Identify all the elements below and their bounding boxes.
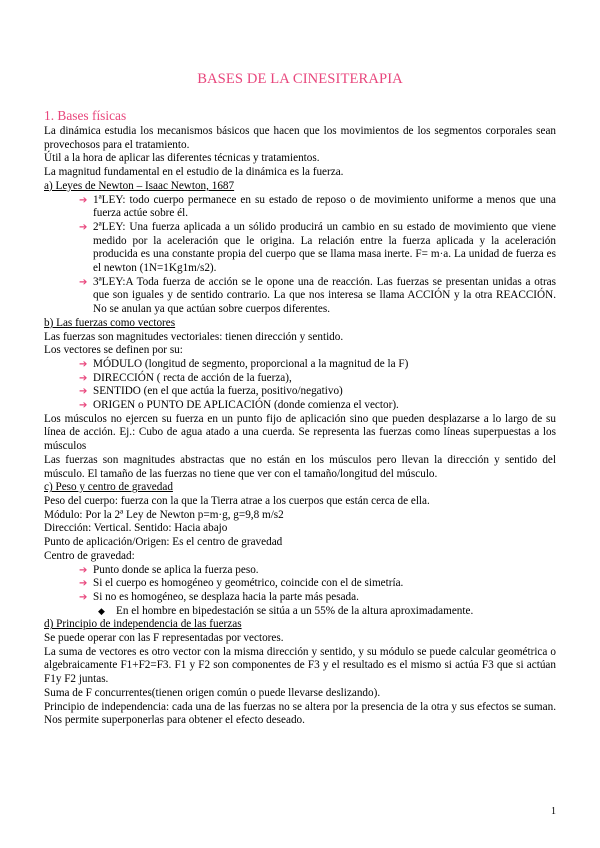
paragraph: Peso del cuerpo: fuerza con la que la Tierra atrae a los cuerpos que están cerca de ella. xyxy=(44,494,430,507)
paragraph: Módulo: Por la 2ª Ley de Newton p=m·g, g=9,8 m/s2 xyxy=(44,508,284,521)
list-item: ◆ En el hombre en bipedestación se sitúa a un 55% de la altura aproximadamente. xyxy=(98,604,474,617)
arrow-right-icon: ➔ xyxy=(79,194,88,206)
sub-bullet-list xyxy=(44,605,556,619)
paragraph: Centro de gravedad: xyxy=(44,549,135,562)
list-item: ➔ 3ªLEY:A Toda fuerza de acción se le opone una de reacción. Las fuerzas se presentan unidas a otras que son iguales y de sentido contrario. La que nos interesa se llama ACCIÓN y la otra REACCIÓN. No se anulan ya que actúan sobre cuerpos diferentes. xyxy=(79,275,556,316)
subsection-heading: b) Las fuerzas como vectores xyxy=(44,316,176,329)
list-item: ➔ Punto donde se aplica la fuerza peso. xyxy=(79,563,259,576)
list-item: ➔ SENTIDO (en el que actúa la fuerza, positivo/negativo) xyxy=(79,385,343,398)
list-item: ➔ Si el cuerpo es homogéneo y geométrico, coincide con el de simetría. xyxy=(79,577,404,590)
paragraph: Suma de F concurrentes(tienen origen común o puede llevarse deslizando). xyxy=(44,686,381,699)
paragraph: Los músculos no ejercen su fuerza en un punto fijo de aplicación sino que pueden desplazarse a lo largo de su línea de acción. Ej.: Cubo de agua atado a una cuerda. Se representa las fuerzas como líneas superpuestas a los músculos xyxy=(44,412,556,453)
list-item: ➔ MÓDULO (longitud de segmento, proporcional a la magnitud de la F) xyxy=(79,357,409,370)
paragraph: Se puede operar con las F representadas por vectores. xyxy=(44,632,284,645)
subsection-heading: c) Peso y centro de gravedad xyxy=(44,481,173,494)
paragraph: Útil a la hora de aplicar las diferentes técnicas y tratamientos. xyxy=(44,152,320,165)
diamond-icon: ◆ xyxy=(98,605,105,616)
bullet-list xyxy=(44,564,556,605)
list-item: ➔ 1ªLEY: todo cuerpo permanece en su estado de reposo o de movimiento uniforme a menos que una fuerza actúe sobre él. xyxy=(79,193,556,220)
paragraph: Punto de aplicación/Origen: Es el centro de gravedad xyxy=(44,536,283,549)
arrow-right-icon: ➔ xyxy=(79,400,88,412)
paragraph: La dinámica estudia los mecanismos básicos que hacen que los movimientos de los segmentos corporales sean provechosos para el tratamiento. xyxy=(44,125,556,151)
list-item: ➔ DIRECCIÓN ( recta de acción de la fuerza), xyxy=(79,371,292,384)
paragraph: Las fuerzas son magnitudes abstractas que no están en los músculos pero llevan la dirección y sentido del músculo. El tamaño de las fuerzas no tiene que ver con el tamaño/longitud del músculo. xyxy=(44,453,556,480)
paragraph: Dirección: Vertical. Sentido: Hacia abajo xyxy=(44,522,228,535)
arrow-right-icon: ➔ xyxy=(79,386,88,398)
list-item: ➔ Si no es homogéneo, se desplaza hacia la parte más pesada. xyxy=(79,590,359,603)
arrow-right-icon: ➔ xyxy=(79,564,88,576)
arrow-right-icon: ➔ xyxy=(79,276,88,288)
paragraph: La magnitud fundamental en el estudio de la dinámica es la fuerza. xyxy=(44,166,344,179)
list-item: ➔ 2ªLEY: Una fuerza aplicada a un sólido producirá un cambio en su estado de movimiento que viene medido por la aceleración que le origina. La relación entre la fuerza aplicada y la aceleración producida es una constante propia del cuerpo que se llama masa inerte. F= m·a. La unidad de fuerza es el newton (1N=1Kg1m/s2). xyxy=(79,220,556,275)
page-title: BASES DE LA CINESITERAPIA xyxy=(197,71,403,87)
subsection-heading: a) Leyes de Newton – Isaac Newton, 1687 xyxy=(44,179,235,192)
arrow-right-icon: ➔ xyxy=(79,591,88,603)
page-number: 1 xyxy=(551,806,556,817)
document-page xyxy=(44,70,556,728)
subsection-heading: d) Principio de independencia de las fuerzas xyxy=(44,618,242,631)
section-heading: 1. Bases físicas xyxy=(44,108,127,123)
bullet-list xyxy=(44,358,556,413)
paragraph: La suma de vectores es otro vector con la misma dirección y sentido, y su módulo se puede calcular geométrica o algebraicamente F1+F2=F3. F1 y F2 son componentes de F3 y el resultado es el mismo si actúa F3 que si actúan F1y F2 juntas. xyxy=(44,645,556,686)
arrow-right-icon: ➔ xyxy=(79,358,88,370)
arrow-right-icon: ➔ xyxy=(79,578,88,590)
arrow-right-icon: ➔ xyxy=(79,372,88,384)
paragraph: Las fuerzas son magnitudes vectoriales: tienen dirección y sentido. xyxy=(44,330,344,343)
paragraph: Principio de independencia: cada una de las fuerzas no se altera por la presencia de la otra y sus efectos se suman. Nos permite superponerlas para obtener el efecto deseado. xyxy=(44,700,556,727)
list-item: ➔ ORIGEN o PUNTO DE APLICACIÓN (donde comienza el vector). xyxy=(79,399,399,412)
bullet-list xyxy=(44,194,556,317)
paragraph: Los vectores se definen por su: xyxy=(44,344,183,357)
arrow-right-icon: ➔ xyxy=(79,221,88,233)
